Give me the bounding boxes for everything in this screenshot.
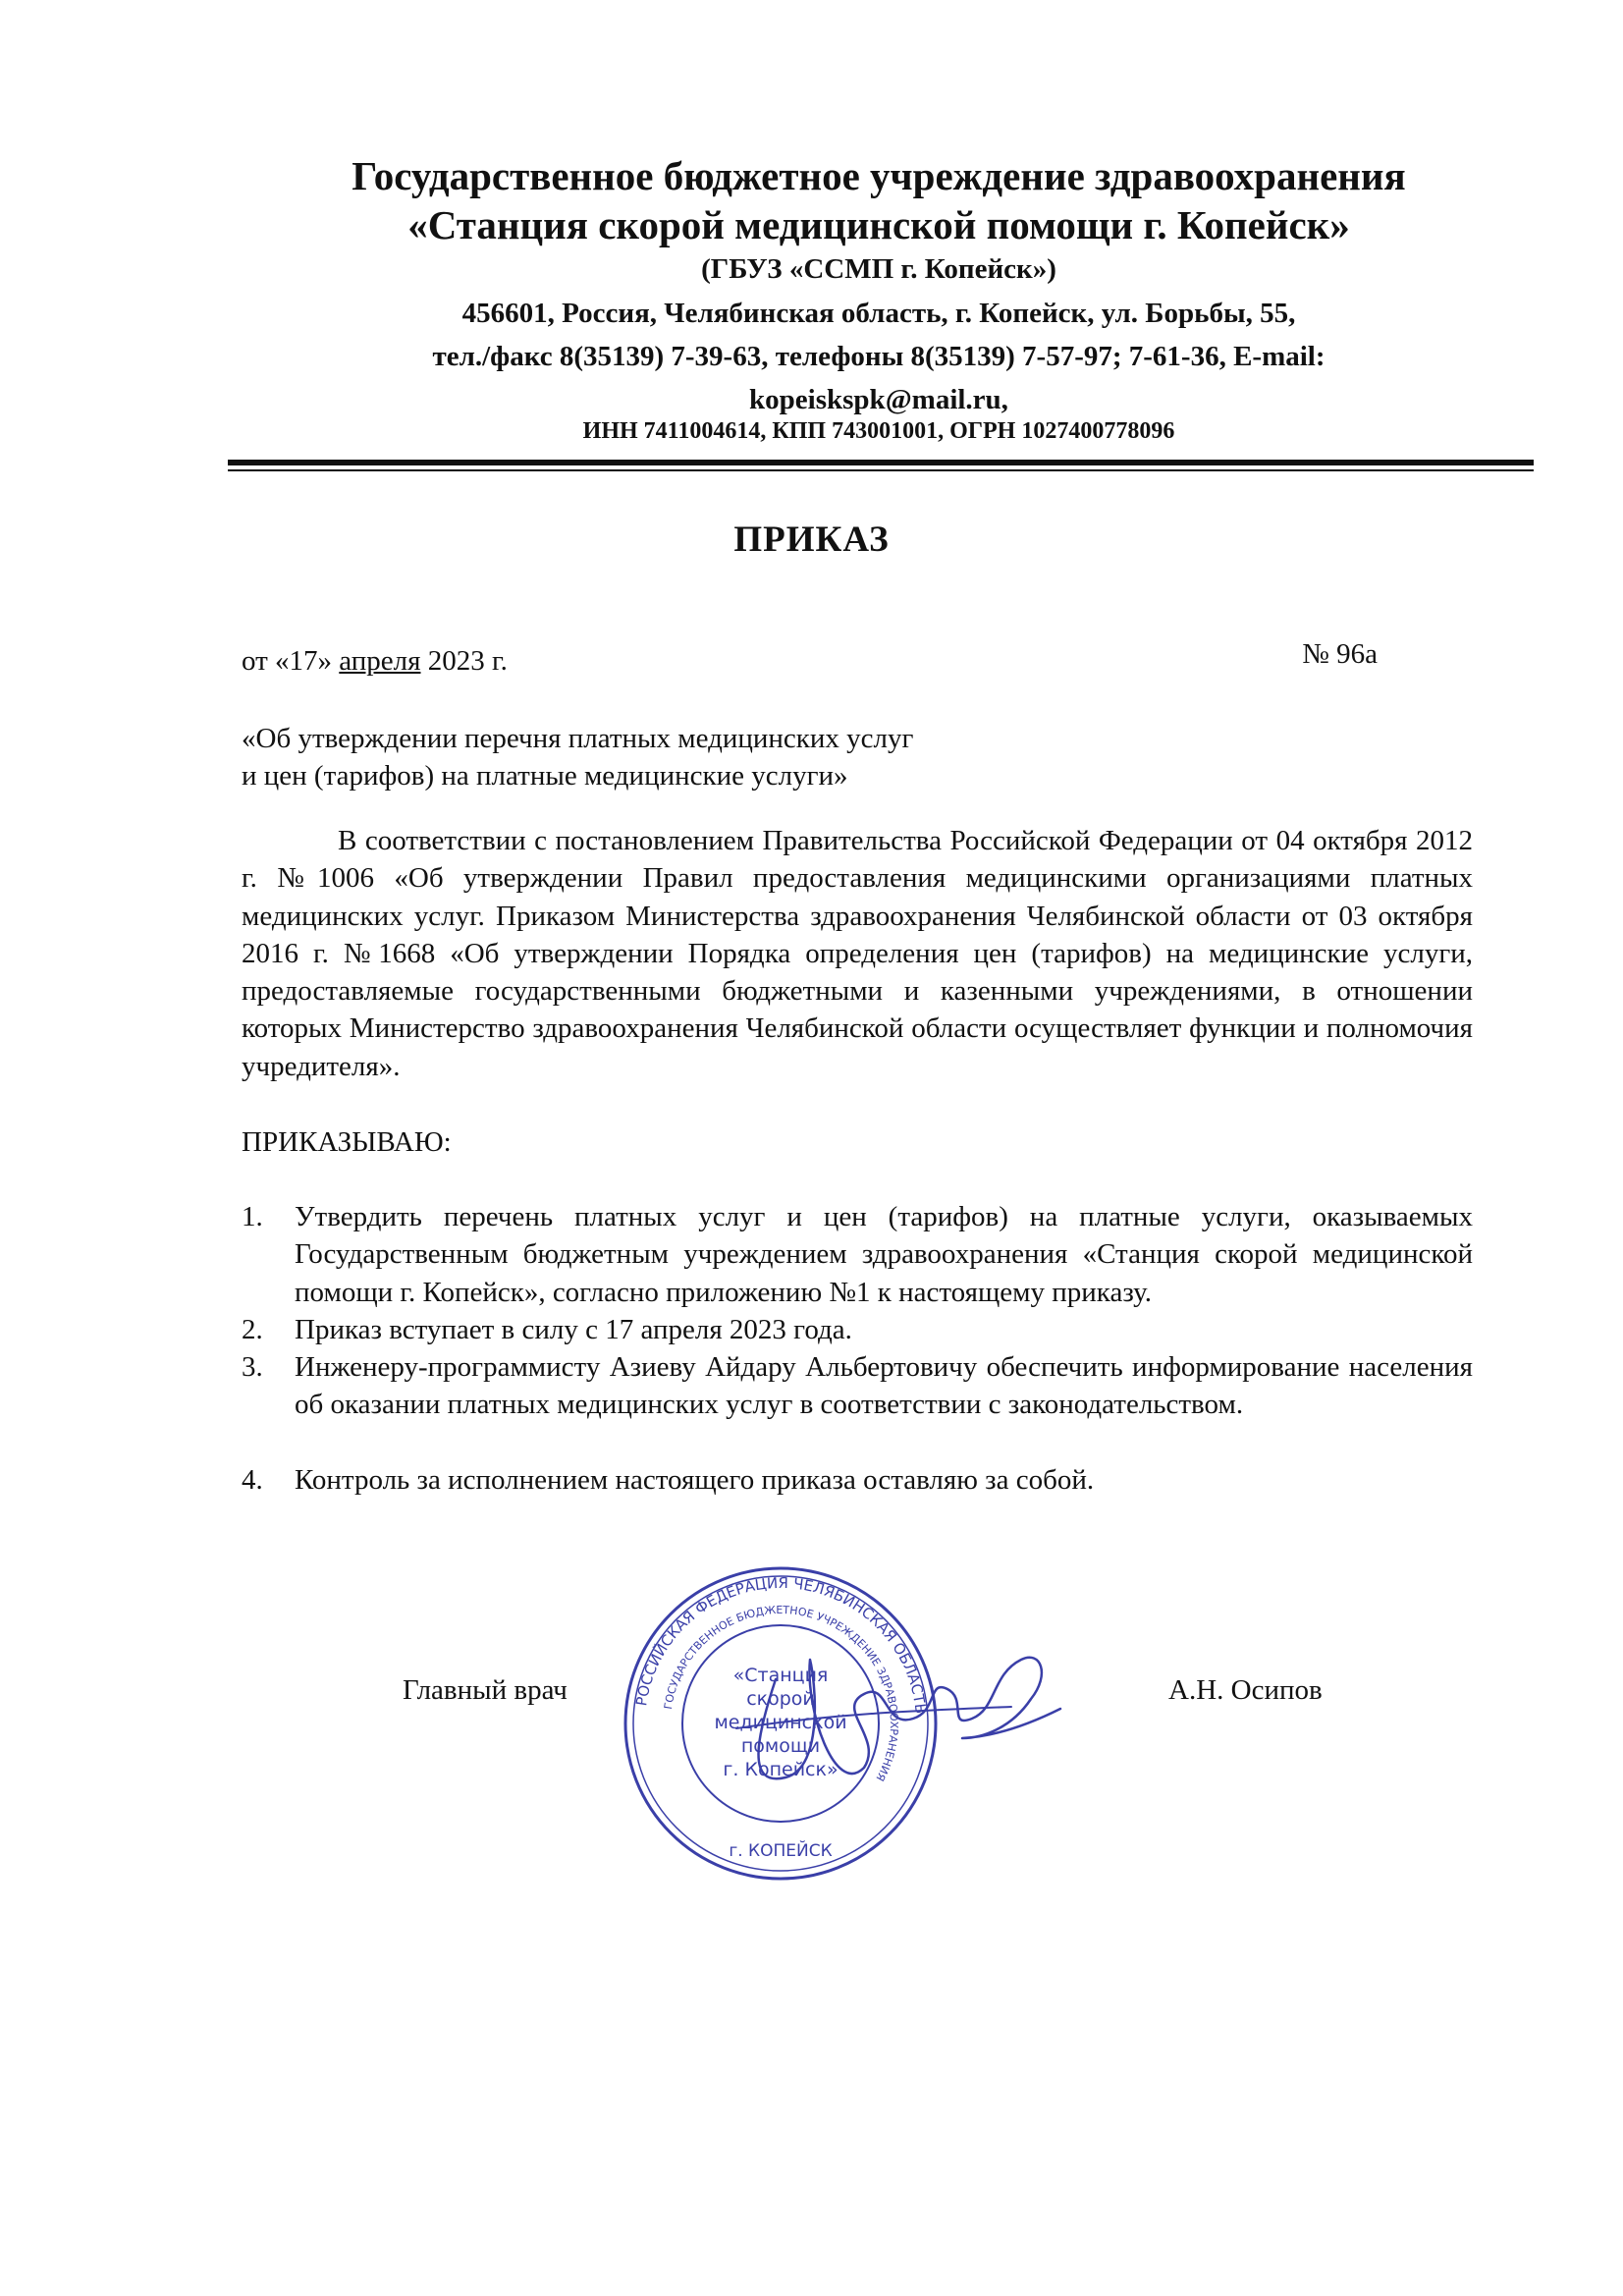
list-item (242, 1461, 1473, 1499)
address-line1: 456601, Россия, Челябинская область, г. Копейск, ул. Борьбы, 55, (461, 298, 1296, 329)
list-item-text: Утвердить перечень платных услуг и цен (тарифов) на платные услуги, оказываемых Государственным бюджетным учреждением здравоохранения «Станция скорой медицинской помощи г. Копейск», согласно приложению №1 к настоящему приказу. (295, 1201, 1473, 1308)
list-item (242, 1348, 1473, 1424)
document-title: ПРИКАЗ (733, 519, 890, 560)
list-item-number: 3. (242, 1351, 263, 1383)
seal-outer-text: РОССИЙСКАЯ ФЕДЕРАЦИЯ ЧЕЛЯБИНСКАЯ ОБЛАСТЬ (632, 1573, 930, 1715)
list-item-text: Приказ вступает в силу с 17 апреля 2023 года. (295, 1314, 852, 1345)
seal-center-line3: медицинской (714, 1712, 847, 1733)
header-divider-thick (228, 460, 1534, 465)
header-divider-thin (228, 469, 1534, 471)
seal-city-text: г. КОПЕЙСК (729, 1841, 833, 1861)
signatory-name: А.Н. Осипов (1168, 1674, 1323, 1706)
seal-center-line4: помощи (740, 1735, 821, 1757)
organization-name-line1: Государственное бюджетное учреждение здравоохранения (352, 153, 1406, 198)
order-number: № 96а (1302, 638, 1378, 670)
list-item-text: Контроль за исполнением настоящего приказа оставляю за собой. (295, 1464, 1095, 1496)
subject-line1: «Об утверждении перечня платных медицинских услуг (242, 723, 914, 754)
handwritten-signature (717, 1620, 1090, 1836)
subject-line2: и цен (тарифов) на платные медицинские услуги» (242, 760, 848, 792)
signatory-position: Главный врач (403, 1674, 568, 1706)
list-item-number: 2. (242, 1314, 263, 1345)
date-prefix: от «17» (242, 645, 340, 677)
seal-center-line2: скорой (746, 1688, 815, 1710)
seal-center-line1: «Станция (732, 1665, 829, 1686)
list-item-text: Инженеру-программисту Азиеву Айдару Альбертовичу обеспечить информирование населения об оказании платных медицинских услуг в соответствии с законодательством. (295, 1351, 1473, 1421)
order-subject (242, 720, 913, 794)
date-month: апреля (339, 645, 421, 677)
requisites-line: ИНН 7411004614, КПП 743001001, ОГРН 1027400778096 (582, 418, 1175, 444)
order-date (242, 645, 508, 678)
seal-inner-text: ГОСУДАРСТВЕННОЕ БЮДЖЕТНОЕ УЧРЕЖДЕНИЕ ЗДРАВООХРАНЕНИЯ (661, 1603, 901, 1783)
list-item-number: 1. (242, 1201, 263, 1232)
date-suffix: 2023 г. (420, 645, 508, 677)
organization-short-name: (ГБУЗ «ССМП г. Копейск») (701, 253, 1056, 285)
organization-name-line2: «Станция скорой медицинской помощи г. Копейск» (407, 202, 1350, 247)
list-item (242, 1311, 1473, 1348)
list-item (242, 1198, 1473, 1311)
preamble-paragraph: В соответствии с постановлением Правительства Российской Федерации от 04 октября 2012 г. №1006 «Об утверждении Правил предоставления медицинскими организациями платных медицинских услуг. Приказом Министерства здравоохранения Челябинской области от 03 октября 2016 г. №1668 «Об утверждении Порядка определения цен (тарифов) на медицинские услуги, предоставляемые государственными бюджетными и казенными учреждениями, в отношении которых Министерство здравоохранения Челябинской области осуществляет функции и полномочия учредителя». (242, 825, 1473, 1082)
email-line: kopeiskspk@mail.ru, (749, 384, 1008, 415)
seal-center-line5: г. Копейск» (723, 1759, 839, 1780)
order-directive: ПРИКАЗЫВАЮ: (242, 1126, 452, 1158)
list-item-number: 4. (242, 1464, 263, 1496)
address-line2: тел./факс 8(35139) 7-39-63, телефоны 8(35139) 7-57-97; 7-61-36, E-mail: (432, 341, 1325, 372)
